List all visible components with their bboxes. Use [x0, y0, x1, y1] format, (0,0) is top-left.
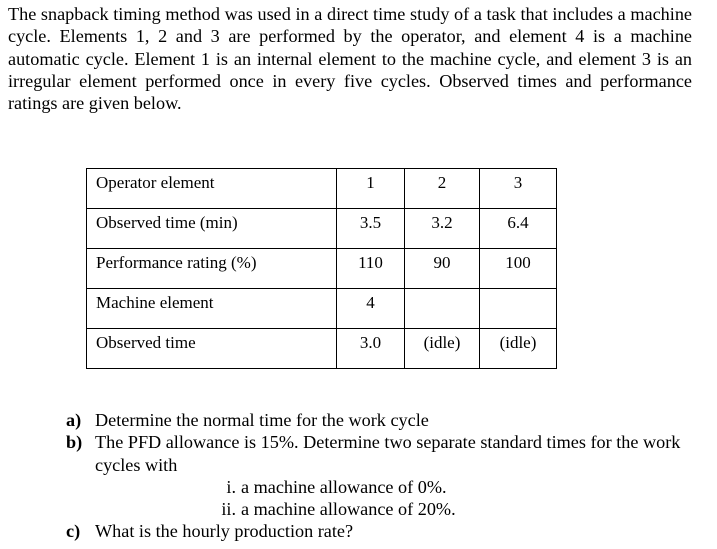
table-cell: 90: [405, 249, 480, 289]
table-cell: 2: [405, 169, 480, 209]
subquestion-item: [66, 476, 692, 498]
question-text: The PFD allowance is 15%. Determine two separate standard times for the work cycles with: [95, 432, 681, 475]
row-label: Operator element: [87, 169, 337, 209]
row-label: Observed time (min): [87, 209, 337, 249]
table-cell: 6.4: [480, 209, 557, 249]
table-cell: [405, 289, 480, 329]
question-b: [66, 431, 692, 476]
table-cell: [480, 289, 557, 329]
question-letter: b): [66, 432, 83, 453]
problem-statement: The snapback timing method was used in a direct time study of a task that includes a machine cycle. Elements 1, 2 and 3 are performed by the operator, and element 4 is a machine automatic cycle. Element 1 is an internal element to the machine cycle, and element 3 is an irregular element performed once in every five cycles. Observed times and performance ratings are given below.: [8, 4, 692, 114]
table-cell: 4: [337, 289, 405, 329]
table-row: [87, 249, 557, 289]
subquestion-item: [66, 498, 692, 520]
subquestion-text: a machine allowance of 0%.: [241, 476, 447, 497]
row-label: Machine element: [87, 289, 337, 329]
table-row: [87, 289, 557, 329]
table-cell: 3: [480, 169, 557, 209]
table-cell: 100: [480, 249, 557, 289]
question-letter: a): [66, 410, 82, 430]
question-letter: c): [66, 521, 81, 542]
table-cell: 3.2: [405, 209, 480, 249]
table-row: [87, 329, 557, 369]
time-study-table: [86, 168, 557, 369]
question-a: [66, 409, 692, 431]
subquestion-list: [66, 476, 692, 521]
table-cell: 110: [337, 249, 405, 289]
table-cell: 3.5: [337, 209, 405, 249]
subquestion-text: a machine allowance of 20%.: [241, 499, 456, 520]
subquestion-number: ii.: [221, 499, 236, 520]
table-row: [87, 209, 557, 249]
table-cell: (idle): [480, 329, 557, 369]
table-row: [87, 169, 557, 209]
table-cell: (idle): [405, 329, 480, 369]
row-label: Performance rating (%): [87, 249, 337, 289]
subquestion-number: i.: [226, 476, 236, 497]
row-label: Observed time: [87, 329, 337, 369]
question-list: [66, 409, 692, 543]
question-text: What is the hourly production rate?: [95, 521, 354, 542]
table-cell: 3.0: [337, 329, 405, 369]
question-text: Determine the normal time for the work cycle: [95, 410, 429, 430]
table-cell: 1: [337, 169, 405, 209]
question-c: [66, 520, 692, 542]
